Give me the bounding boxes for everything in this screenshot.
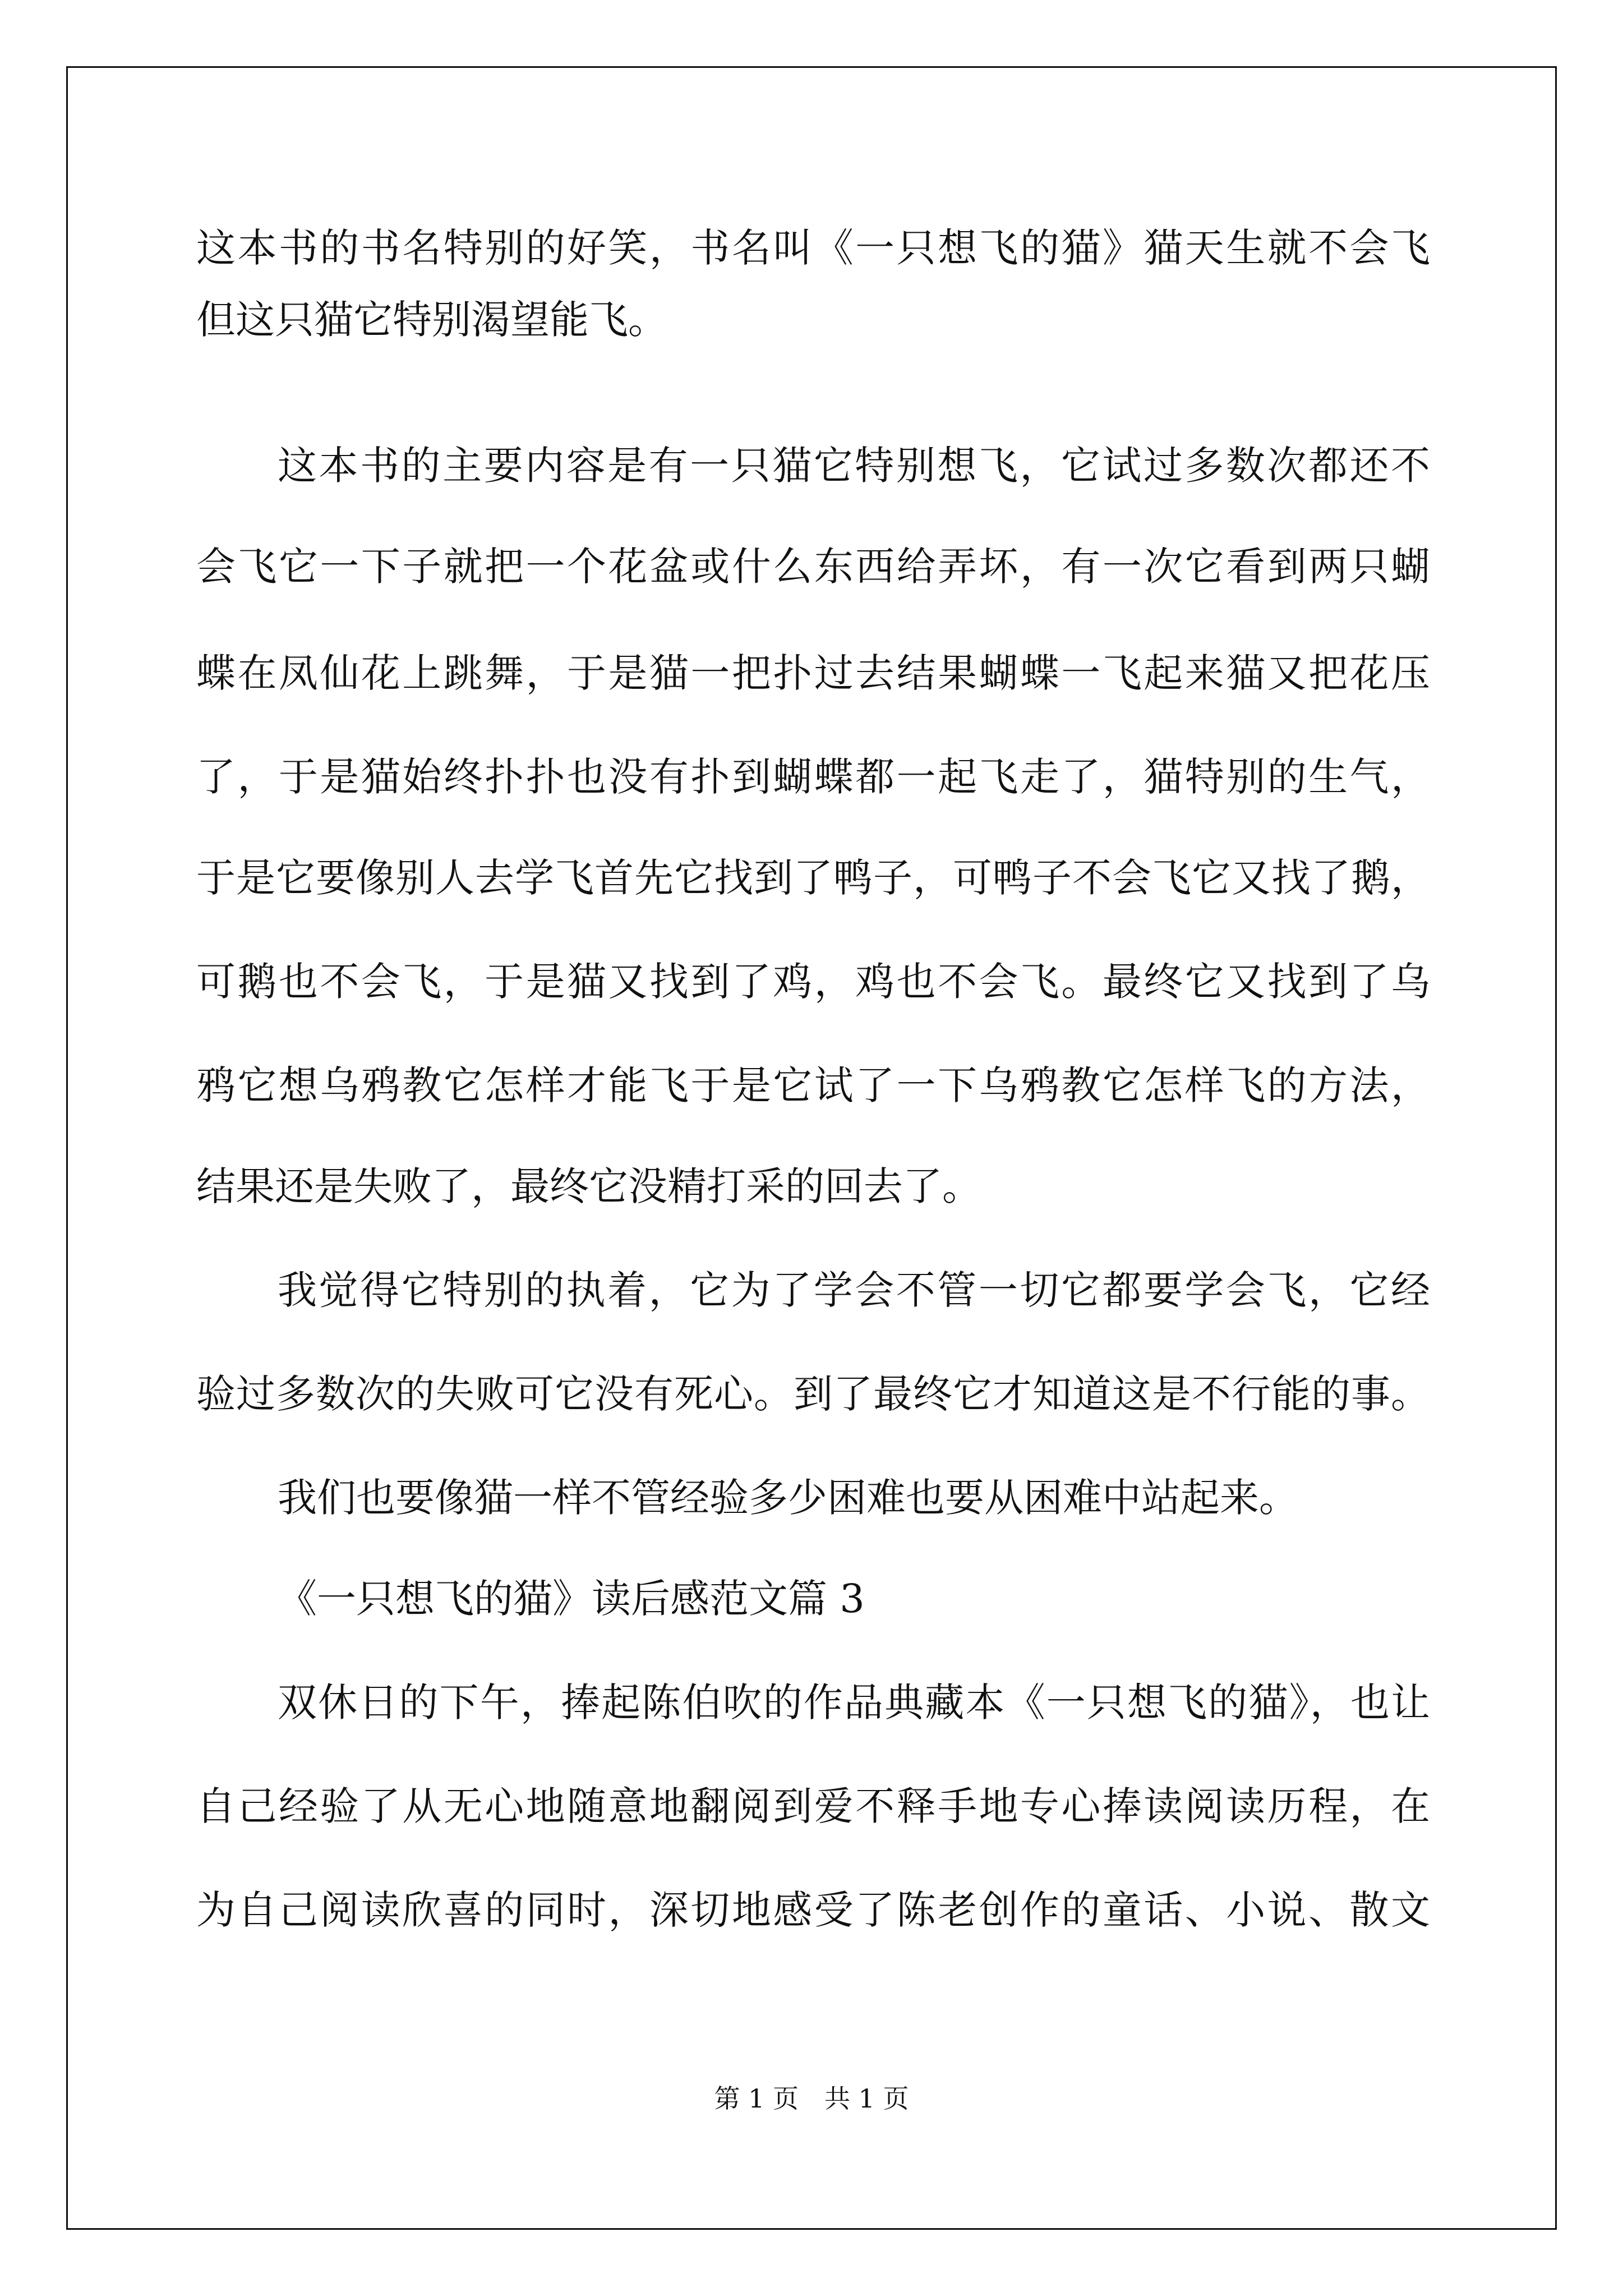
text-line: 为自己阅读欣喜的同时，深切地感受了陈老创作的童话、小说、散文 [196,1887,1430,1933]
text-line: 但这只猫它特别渴望能飞。 [196,297,667,343]
text-line: 了，于是猫始终扑扑也没有扑到蝴蝶都一起飞走了，猫特别的生气， [196,754,1430,800]
text-line: 可鹅也不会飞，于是猫又找到了鸡，鸡也不会飞。最终它又找到了乌 [196,959,1430,1005]
text-line: 于是它要像别人去学飞首先它找到了鸭子，可鸭子不会飞它又找了鹅， [196,855,1430,901]
text-line: 鸦它想乌鸦教它怎样才能飞于是它试了一下乌鸦教它怎样飞的方法， [196,1062,1430,1108]
text-line: 我们也要像猫一样不管经验多少困难也要从困难中站起来。 [278,1475,1298,1521]
page-number: 第 1 页 共 1 页 [714,2083,909,2114]
text-line: 我觉得它特别的执着，它为了学会不管一切它都要学会飞，它经 [278,1267,1430,1313]
text-line: 蝶在凤仙花上跳舞，于是猫一把扑过去结果蝴蝶一飞起来猫又把花压 [196,650,1430,696]
text-line: 结果还是失败了，最终它没精打采的回去了。 [196,1163,981,1209]
text-line: 这本书的主要内容是有一只猫它特别想飞，它试过多数次都还不 [278,443,1430,489]
text-line: 自己经验了从无心地随意地翻阅到爱不释手地专心捧读阅读历程，在 [196,1783,1430,1829]
section-heading: 《一只想飞的猫》读后感范文篇 3 [278,1576,865,1622]
text-line: 会飞它一下子就把一个花盆或什么东西给弄坏，有一次它看到两只蝴 [196,544,1430,590]
text-line: 验过多数次的失败可它没有死心。到了最终它才知道这是不行能的事。 [196,1371,1430,1417]
text-line: 双休日的下午，捧起陈伯吹的作品典藏本《一只想飞的猫》，也让 [278,1680,1430,1726]
text-line: 这本书的书名特别的好笑，书名叫《一只想飞的猫》猫天生就不会飞 [196,225,1430,271]
